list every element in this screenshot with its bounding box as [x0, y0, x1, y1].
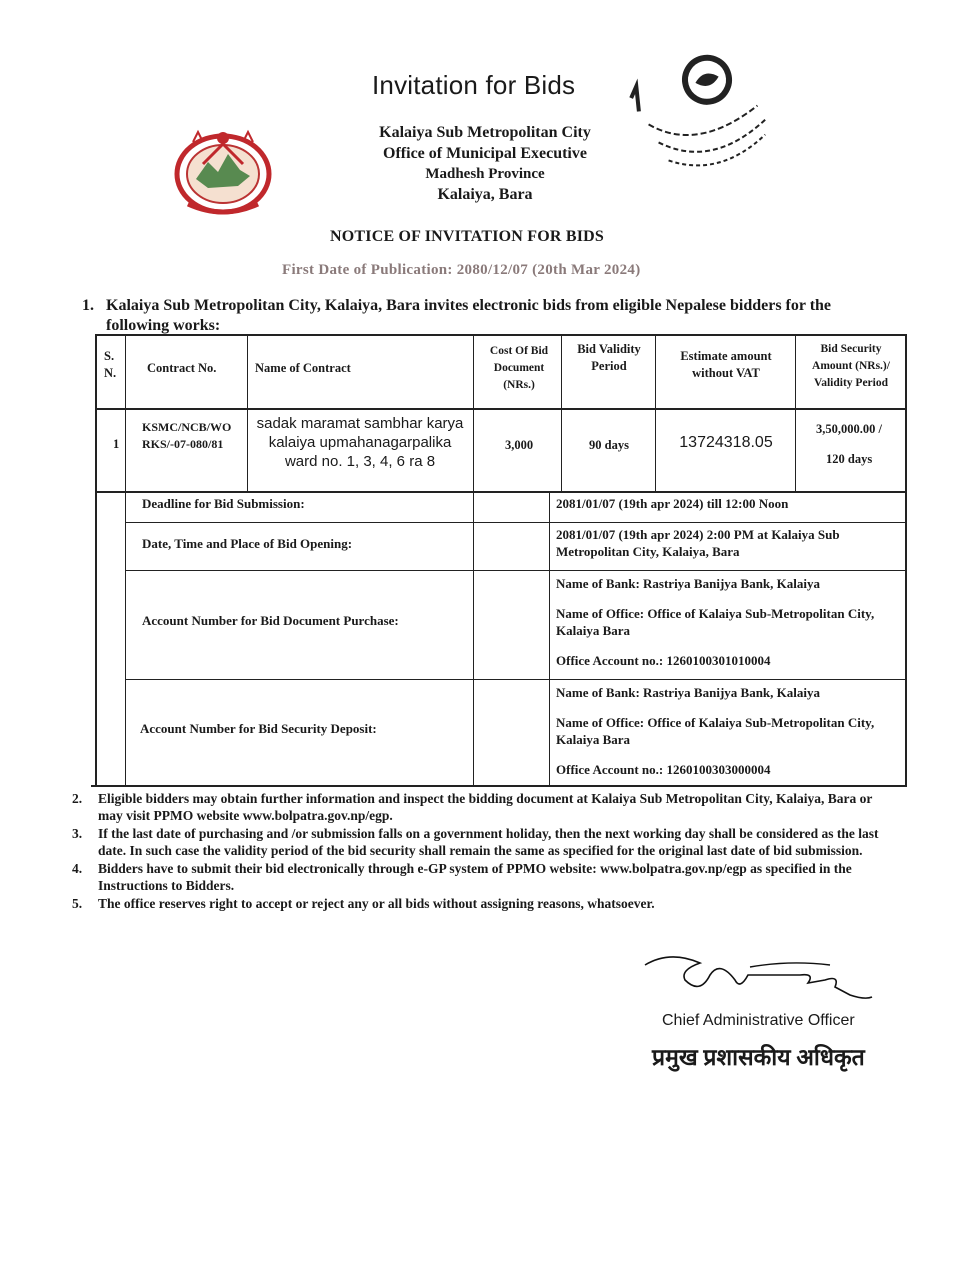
doc-account-number: Office Account no.: 1260100301010004: [556, 653, 771, 668]
deadline-value: 2081/01/07 (19th apr 2024) till 12:00 Noon: [556, 496, 789, 511]
note-item: 4. Bidders have to submit their bid electronically through e-GP system of PPMO website: www.bolpatra.gov.np/egp as specified in the Instructions to Bidders.: [72, 861, 852, 893]
row-sn: 1: [113, 437, 120, 451]
office-stamp: [628, 40, 778, 190]
opening-value: 2081/01/07 (19th apr 2024) 2:00 PM at Kalaiya Sub Metropolitan City, Kalaiya, Bara: [556, 527, 840, 559]
row-validity: 90 days: [589, 438, 629, 452]
province-name: Madhesh Province: [425, 166, 545, 182]
para-text: Kalaiya Sub Metropolitan City, Kalaiya, Bara invites electronic bids from eligible Nepalese bidders for the following works:: [106, 297, 832, 334]
sec-bank: Name of Bank: Rastriya Banijya Bank, Kalaiya: [556, 685, 820, 700]
note-item: 5. The office reserves right to accept or reject any or all bids without assigning reasons, whatsoever.: [72, 896, 655, 911]
header-estimate: Estimate amount without VAT: [680, 349, 772, 380]
org-name: Kalaiya Sub Metropolitan City: [379, 124, 591, 141]
opening-label: Date, Time and Place of Bid Opening:: [142, 536, 353, 551]
notes-list: [72, 790, 882, 913]
header-contract-no: Contract No.: [147, 361, 217, 375]
document-title: Invitation for Bids: [372, 70, 576, 100]
office-name: Office of Municipal Executive: [383, 145, 587, 162]
doc-bank: Name of Bank: Rastriya Banijya Bank, Kalaiya: [556, 576, 820, 591]
sec-account-number: Office Account no.: 1260100303000004: [556, 762, 771, 777]
doc-office: Name of Office: Office of Kalaiya Sub-Metropolitan City, Kalaiya Bara: [556, 606, 875, 638]
row-estimate: 13724318.05: [679, 434, 773, 451]
row-security-amount: 3,50,000.00 /: [816, 422, 882, 436]
notice-heading: NOTICE OF INVITATION FOR BIDS: [330, 228, 604, 245]
row-cost: 3,000: [504, 438, 534, 452]
row-security-validity: 120 days: [826, 452, 873, 466]
para-number: 1.: [82, 297, 94, 314]
sec-account-label: Account Number for Bid Security Deposit:: [140, 721, 377, 736]
header-sn: S. N.: [104, 349, 117, 380]
intro-paragraph: [82, 296, 842, 336]
note-item: 3. If the last date of purchasing and /or submission falls on a government holiday, then the next working day shall be considered as the last date. In such case the validity period of the bid security shall remain the same as specified for the original last date of bid submission.: [72, 826, 879, 858]
sec-office: Name of Office: Office of Kalaiya Sub-Metropolitan City, Kalaiya Bara: [556, 715, 875, 747]
row-contract-name: sadak maramat sambhar karya kalaiya upmahanagarpalika ward no. 1, 3, 4, 6 ra 8: [256, 415, 464, 470]
deadline-label: Deadline for Bid Submission:: [142, 496, 305, 511]
signatory-title-nepali: प्रमुख प्रशासकीय अधिकृत: [652, 1045, 865, 1070]
doc-account-label: Account Number for Bid Document Purchase:: [142, 613, 399, 628]
location-name: Kalaiya, Bara: [437, 186, 533, 203]
note-item: 2. Eligible bidders may obtain further information and inspect the bidding document at Kalaiya Sub Metropolitan City, Kalaiya, Bara or may visit PPMO website www.bolpatra.gov.np/egp.: [72, 791, 873, 823]
header-security: Bid Security Amount (NRs.)/ Validity Period: [812, 343, 890, 389]
header-contract-name: Name of Contract: [255, 361, 351, 375]
signatory-title: Chief Administrative Officer: [662, 1012, 855, 1029]
header-cost: Cost Of Bid Document (NRs.): [489, 345, 549, 391]
publication-date: First Date of Publication: 2080/12/07 (20th Mar 2024): [282, 262, 641, 278]
handwritten-signature: [640, 945, 880, 1005]
nepal-emblem-logo: [168, 124, 278, 216]
row-contract-no: KSMC/NCB/WORKS/-07-080/81: [142, 420, 232, 451]
header-validity: Bid Validity Period: [577, 342, 641, 373]
